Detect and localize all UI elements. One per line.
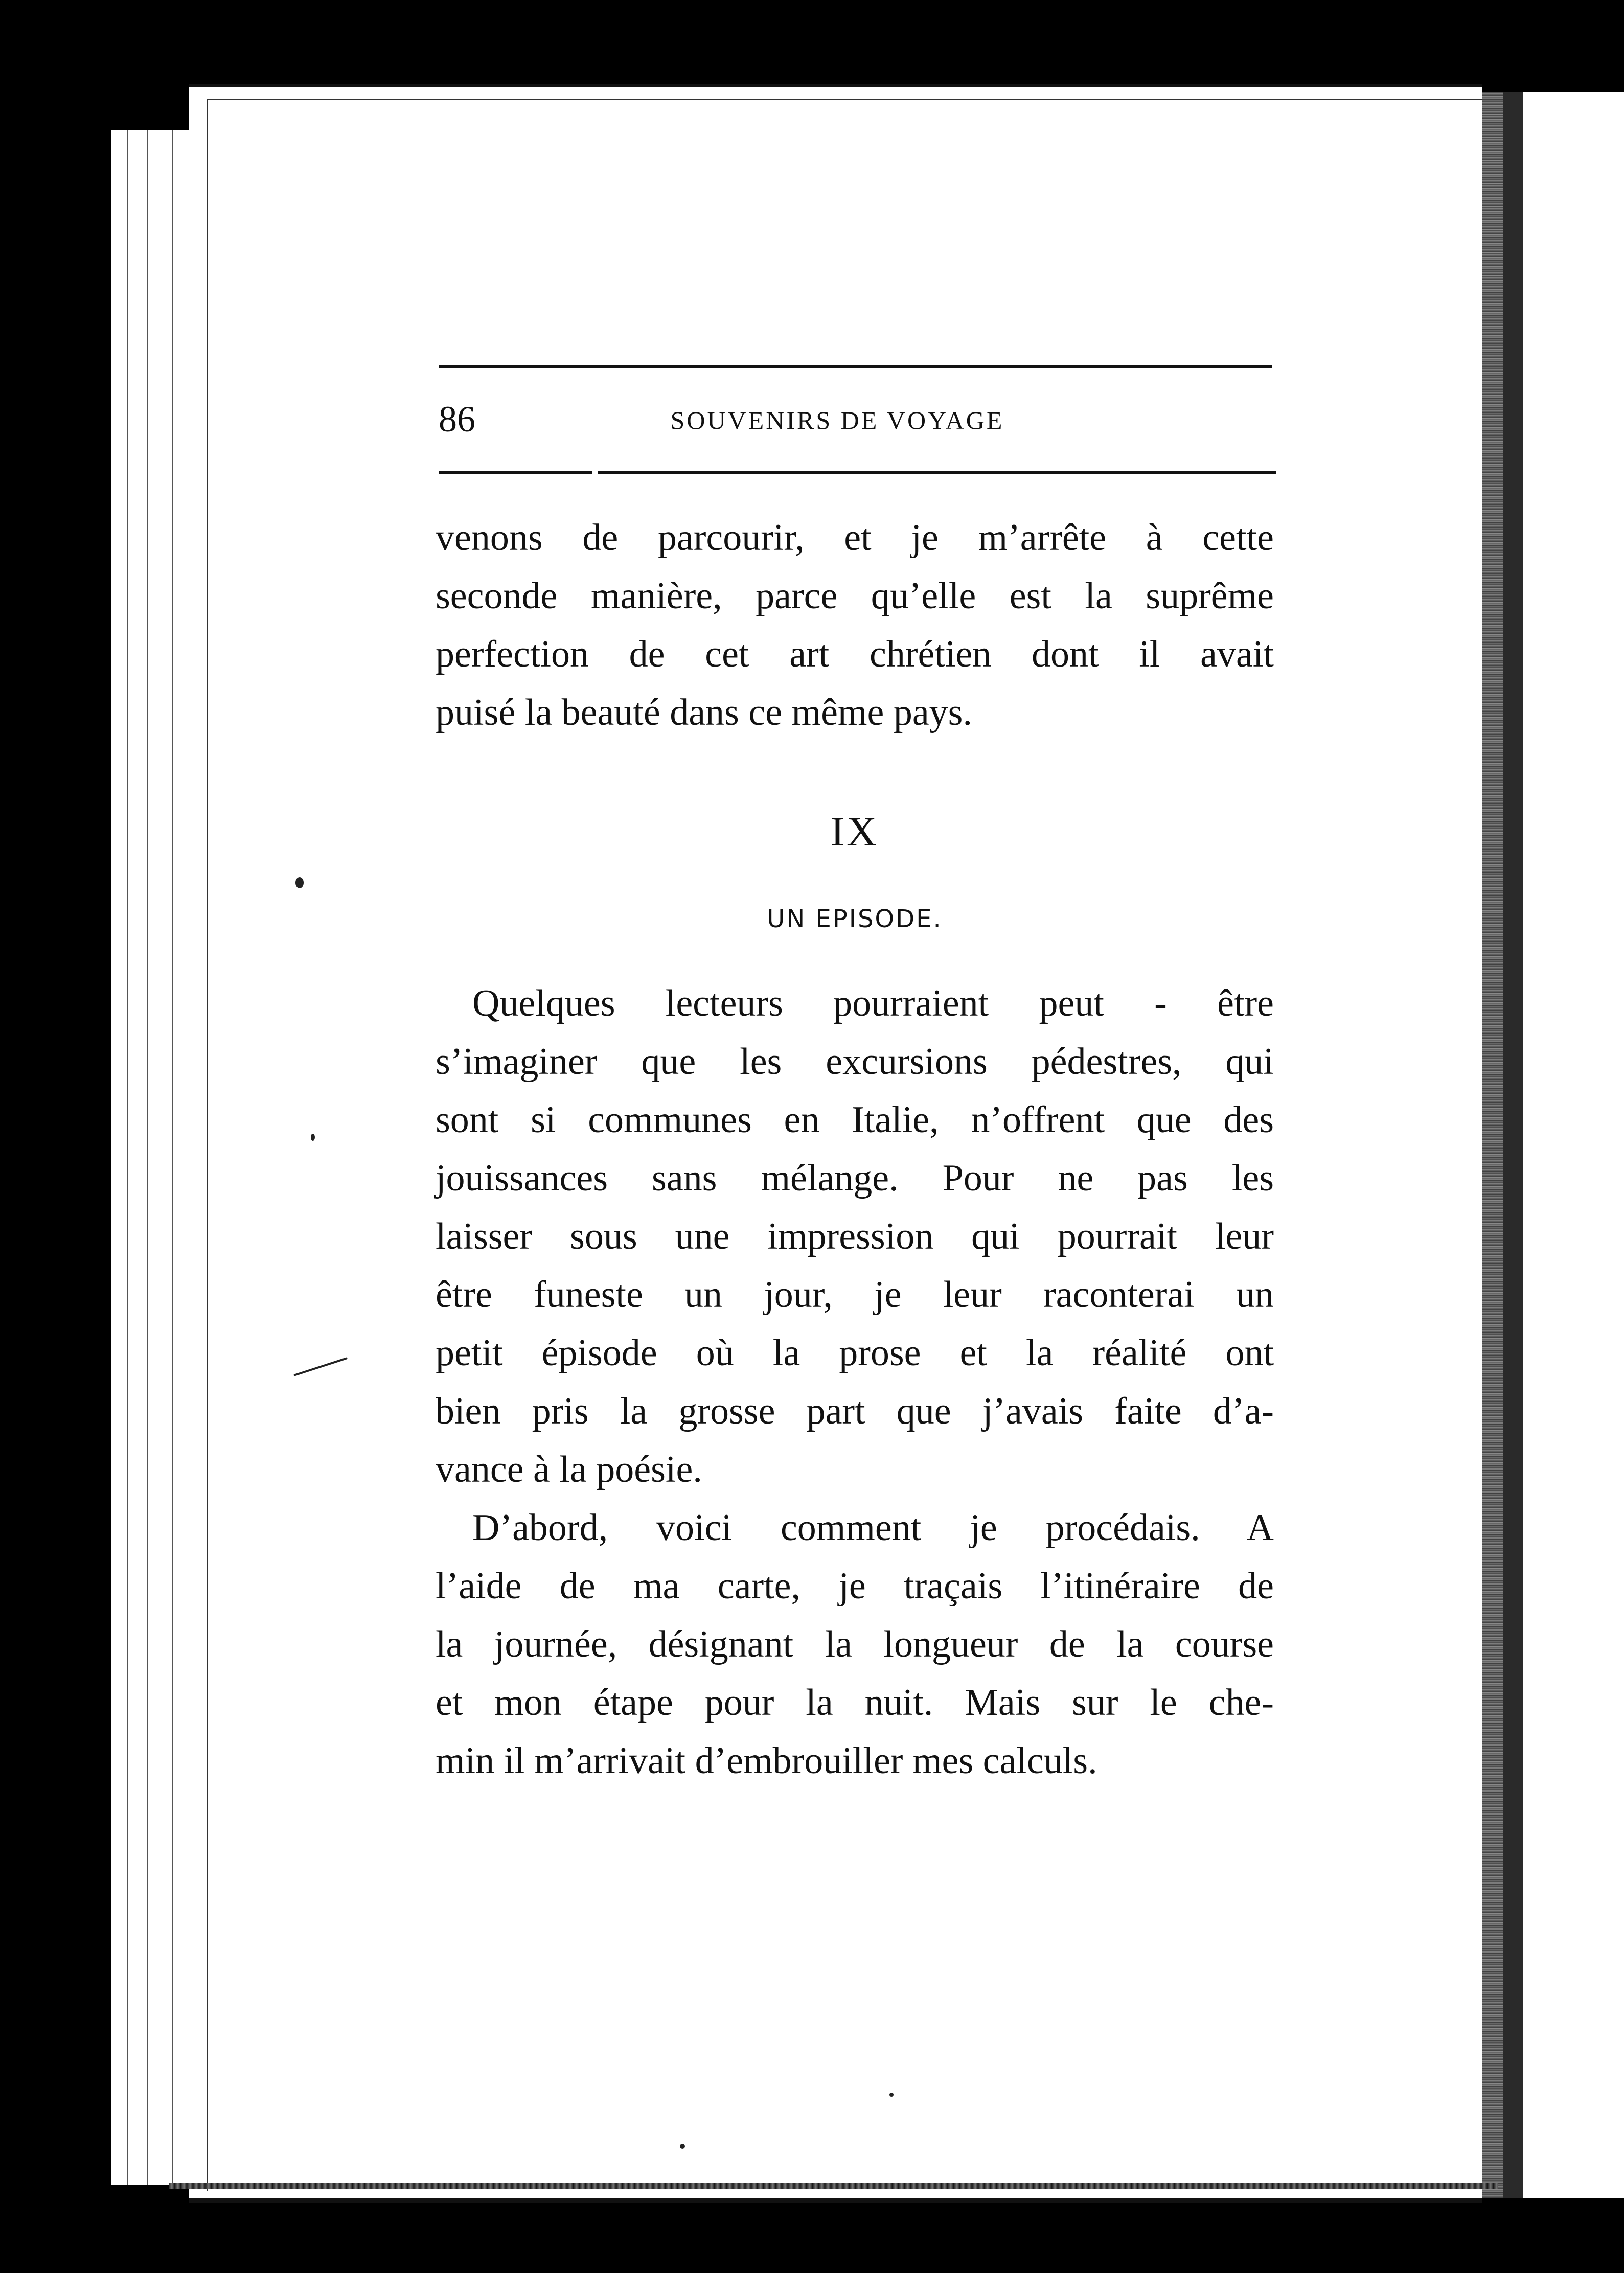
scan-speck [295, 877, 304, 888]
continued-paragraph [436, 509, 1274, 742]
header-top-rule [439, 365, 1272, 368]
text-line: petit épisode où la prose et la réalité ont [436, 1332, 1274, 1374]
page-bottom-edge [169, 2183, 1498, 2189]
text-line: Quelques lecteurs pourraient peut - être [472, 982, 1274, 1024]
book-spine-edge [111, 130, 191, 2185]
header-bottom-rule-left [439, 471, 592, 474]
text-line: puisé la beauté dans ce même pays. [436, 692, 972, 733]
page-number: 86 [439, 399, 475, 440]
text-line: min il m’arrivait d’embrouiller mes calculs. [436, 1740, 1097, 1782]
spine-line [172, 130, 173, 2185]
running-title: SOUVENIRS DE VOYAGE [670, 406, 1004, 434]
header-bottom-rule-right [598, 471, 1276, 474]
paragraph-2 [436, 1499, 1274, 1790]
chapter-number: IX [830, 808, 879, 855]
text-line: jouissances sans mélange. Pour ne pas les [436, 1157, 1274, 1199]
text-line: bien pris la grosse part que j’avais faite d’a- [436, 1390, 1274, 1432]
next-page-edge [1503, 92, 1624, 2198]
text-line: s’imaginer que les excursions pédestres, qui [436, 1041, 1274, 1083]
text-line: être funeste un jour, je leur raconterai un [436, 1274, 1274, 1316]
spine-line [147, 130, 148, 2185]
text-line: sont si communes en Italie, n’offrent que des [436, 1099, 1274, 1141]
text-line: perfection de cet art chrétien dont il avait [436, 633, 1274, 675]
paragraph-1 [436, 974, 1274, 1499]
text-line: vance à la poésie. [436, 1449, 702, 1490]
text-line: la journée, désignant la longueur de la course [436, 1623, 1274, 1665]
text-line: l’aide de ma carte, je traçais l’itinéraire de [436, 1565, 1274, 1607]
chapter-title: UN EPISODE. [767, 905, 943, 933]
text-line: venons de parcourir, et je m’arrête à cette [436, 517, 1274, 559]
scan-speck [889, 2093, 894, 2097]
scan-speck [311, 1134, 315, 1141]
running-header [439, 394, 1277, 445]
text-line: seconde manière, parce qu’elle est la suprême [436, 575, 1274, 617]
text-line: laisser sous une impression qui pourrait leur [436, 1215, 1274, 1257]
scan-speck [680, 2144, 685, 2149]
text-line: D’abord, voici comment je procédais. A [472, 1507, 1274, 1549]
spine-line [127, 130, 128, 2185]
text-line: et mon étape pour la nuit. Mais sur le che- [436, 1682, 1274, 1724]
